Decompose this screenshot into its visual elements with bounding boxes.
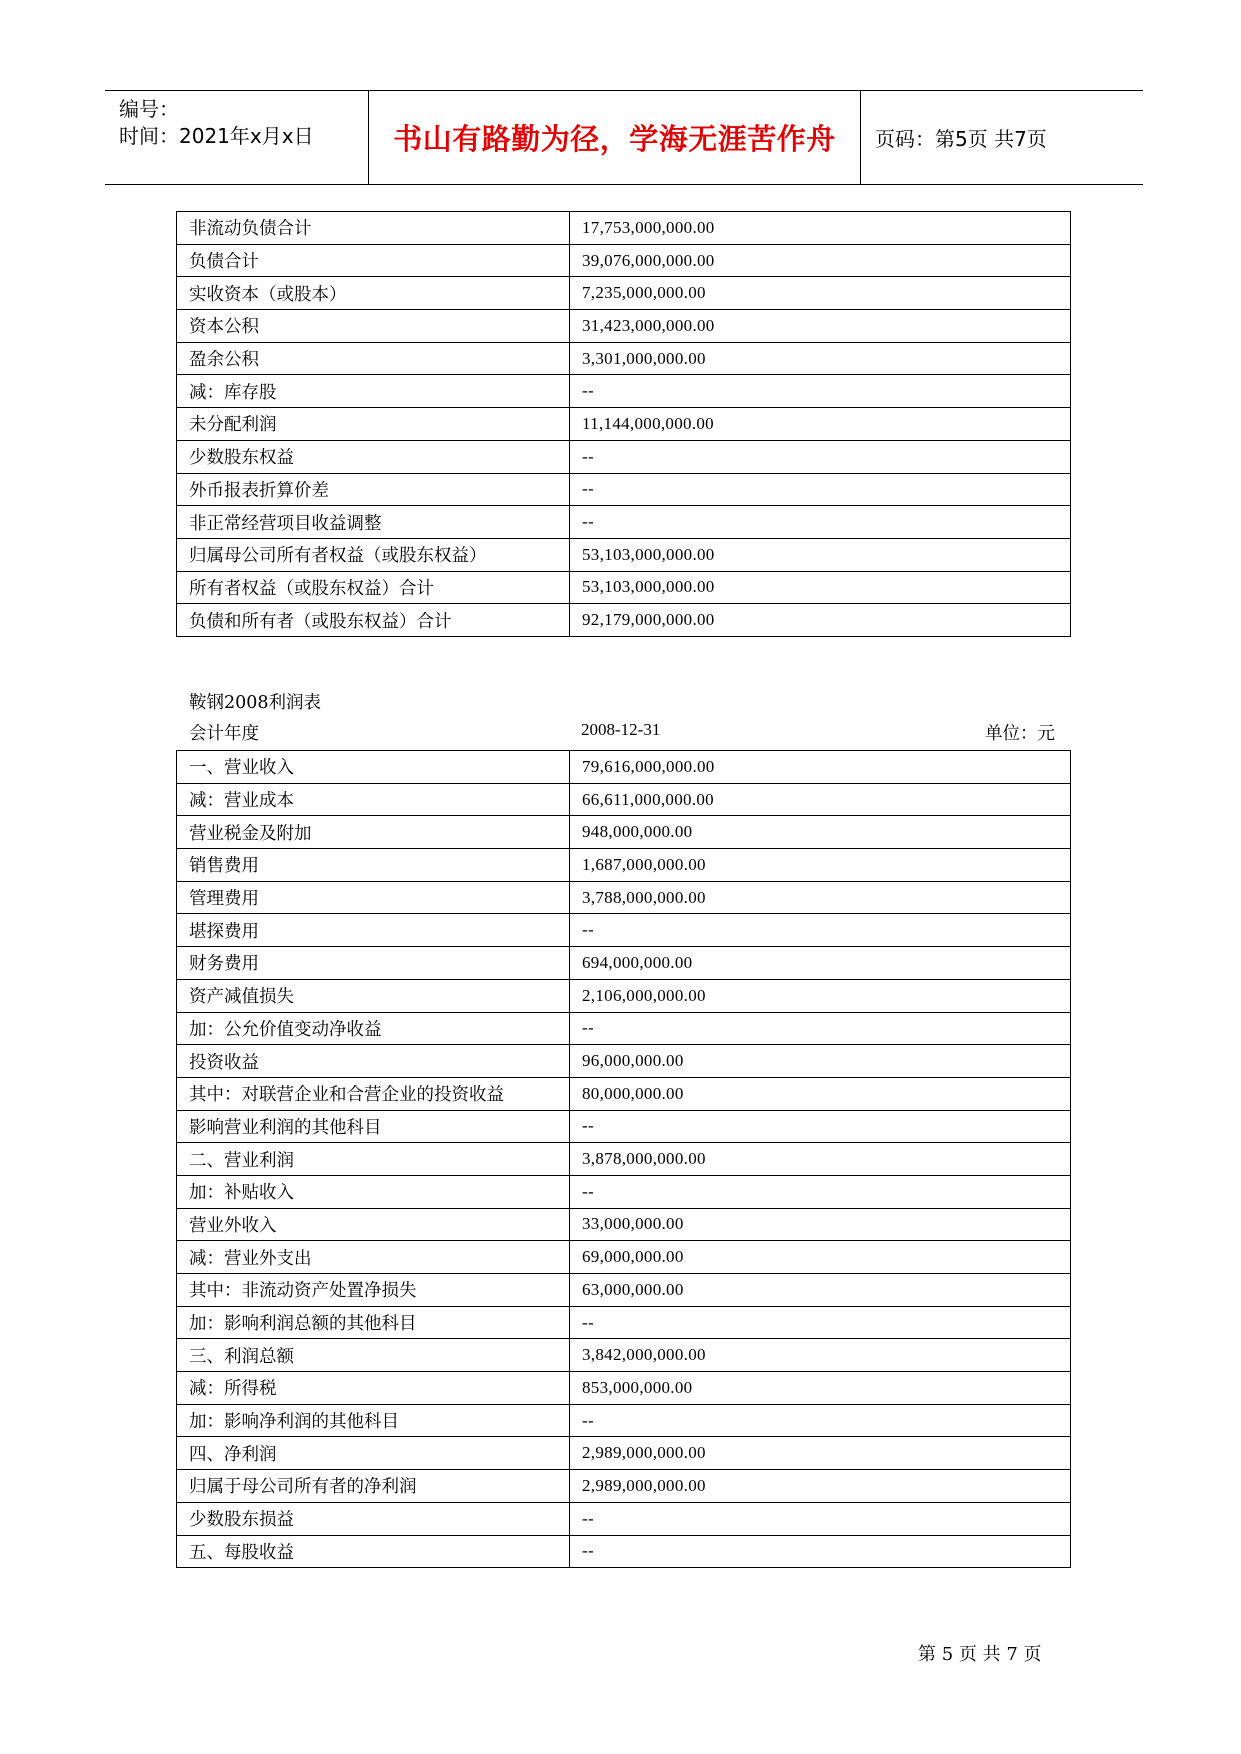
header-page-cell <box>861 91 1143 184</box>
unit-label: 单位：元 <box>985 724 1055 744</box>
table-row <box>177 277 1071 310</box>
row-label: 减：营业成本 <box>177 783 570 816</box>
table-row <box>177 571 1071 604</box>
row-value: -- <box>570 1502 1071 1535</box>
row-label: 其中：非流动资产处置净损失 <box>177 1274 570 1307</box>
row-value: -- <box>570 375 1071 408</box>
row-label: 二、营业利润 <box>177 1143 570 1176</box>
row-label: 减：库存股 <box>177 375 570 408</box>
table-row <box>177 914 1071 947</box>
row-value: -- <box>570 1535 1071 1568</box>
document-header <box>105 90 1143 185</box>
row-value: 7,235,000,000.00 <box>570 277 1071 310</box>
table-row <box>177 1143 1071 1176</box>
fiscal-year-label: 会计年度 <box>189 724 259 744</box>
row-value: 2,106,000,000.00 <box>570 979 1071 1012</box>
table-row <box>177 604 1071 637</box>
row-label: 归属母公司所有者权益（或股东权益） <box>177 538 570 571</box>
table-row <box>177 1470 1071 1503</box>
row-label: 未分配利润 <box>177 408 570 441</box>
table-row <box>177 1274 1071 1307</box>
row-label: 资本公积 <box>177 310 570 343</box>
table-row <box>177 1404 1071 1437</box>
table-row <box>177 244 1071 277</box>
page-code: 页码：第5页 共7页 <box>875 127 1047 151</box>
row-label: 财务费用 <box>177 947 570 980</box>
table-row <box>177 751 1071 784</box>
row-label: 加：公允价值变动净收益 <box>177 1012 570 1045</box>
table-row <box>177 1077 1071 1110</box>
table-row <box>177 783 1071 816</box>
row-label: 营业外收入 <box>177 1208 570 1241</box>
table-row <box>177 375 1071 408</box>
row-label: 归属于母公司所有者的净利润 <box>177 1470 570 1503</box>
row-label: 销售费用 <box>177 849 570 882</box>
table-row <box>177 1437 1071 1470</box>
row-value: 3,878,000,000.00 <box>570 1143 1071 1176</box>
table-row <box>177 1372 1071 1405</box>
row-label: 一、营业收入 <box>177 751 570 784</box>
row-value: 1,687,000,000.00 <box>570 849 1071 882</box>
income-statement-body <box>177 751 1071 1568</box>
table-row <box>177 440 1071 473</box>
row-value: -- <box>570 1306 1071 1339</box>
row-value: 853,000,000.00 <box>570 1372 1071 1405</box>
table-row <box>177 947 1071 980</box>
row-value: 948,000,000.00 <box>570 816 1071 849</box>
row-label: 投资收益 <box>177 1045 570 1078</box>
row-value: -- <box>570 506 1071 539</box>
row-value: 3,842,000,000.00 <box>570 1339 1071 1372</box>
row-value: 63,000,000.00 <box>570 1274 1071 1307</box>
table-row <box>177 1241 1071 1274</box>
table-row <box>177 473 1071 506</box>
row-value: 17,753,000,000.00 <box>570 212 1071 245</box>
row-label: 三、利润总额 <box>177 1339 570 1372</box>
row-label: 加：补贴收入 <box>177 1175 570 1208</box>
row-value: 3,301,000,000.00 <box>570 342 1071 375</box>
table-row <box>177 1306 1071 1339</box>
table-row <box>177 1502 1071 1535</box>
table-row <box>177 1208 1071 1241</box>
table-row <box>177 979 1071 1012</box>
table-row <box>177 342 1071 375</box>
row-value: -- <box>570 1175 1071 1208</box>
balance-sheet-table <box>176 211 1071 637</box>
row-label: 盈余公积 <box>177 342 570 375</box>
row-label: 管理费用 <box>177 881 570 914</box>
balance-sheet-body <box>177 212 1071 637</box>
table-row <box>177 816 1071 849</box>
table-row <box>177 538 1071 571</box>
table-row <box>177 1175 1071 1208</box>
row-value: 80,000,000.00 <box>570 1077 1071 1110</box>
row-label: 其中：对联营企业和合营企业的投资收益 <box>177 1077 570 1110</box>
row-value: 92,179,000,000.00 <box>570 604 1071 637</box>
row-value: 79,616,000,000.00 <box>570 751 1071 784</box>
motto: 书山有路勤为径，学海无涯苦作舟 <box>393 122 836 156</box>
row-value: 33,000,000.00 <box>570 1208 1071 1241</box>
row-value: -- <box>570 440 1071 473</box>
row-value: 3,788,000,000.00 <box>570 881 1071 914</box>
row-label: 减：营业外支出 <box>177 1241 570 1274</box>
row-label: 加：影响净利润的其他科目 <box>177 1404 570 1437</box>
row-value: -- <box>570 914 1071 947</box>
row-value: 31,423,000,000.00 <box>570 310 1071 343</box>
row-label: 四、净利润 <box>177 1437 570 1470</box>
row-value: 694,000,000.00 <box>570 947 1071 980</box>
row-label: 减：所得税 <box>177 1372 570 1405</box>
row-label: 负债合计 <box>177 244 570 277</box>
number-label: 编号： <box>119 97 179 121</box>
row-value: -- <box>570 473 1071 506</box>
row-label: 实收资本（或股本） <box>177 277 570 310</box>
row-label: 所有者权益（或股东权益）合计 <box>177 571 570 604</box>
row-label: 影响营业利润的其他科目 <box>177 1110 570 1143</box>
page-footer: 第 5 页 共 7 页 <box>918 1644 1042 1665</box>
income-statement-title: 鞍钢2008利润表 <box>189 693 322 713</box>
row-label: 非正常经营项目收益调整 <box>177 506 570 539</box>
row-value: 11,144,000,000.00 <box>570 408 1071 441</box>
row-value: 39,076,000,000.00 <box>570 244 1071 277</box>
table-row <box>177 849 1071 882</box>
row-label: 加：影响利润总额的其他科目 <box>177 1306 570 1339</box>
time-label: 时间：2021年x月x日 <box>119 124 314 148</box>
row-value: 2,989,000,000.00 <box>570 1437 1071 1470</box>
row-label: 资产减值损失 <box>177 979 570 1012</box>
row-label: 非流动负债合计 <box>177 212 570 245</box>
row-value: 69,000,000.00 <box>570 1241 1071 1274</box>
table-row <box>177 1535 1071 1568</box>
row-value: 53,103,000,000.00 <box>570 538 1071 571</box>
header-motto-cell <box>369 91 861 184</box>
row-label: 少数股东损益 <box>177 1502 570 1535</box>
table-row <box>177 1339 1071 1372</box>
table-row <box>177 506 1071 539</box>
income-statement-table <box>176 750 1071 1568</box>
row-label: 少数股东权益 <box>177 440 570 473</box>
table-row <box>177 1012 1071 1045</box>
row-label: 负债和所有者（或股东权益）合计 <box>177 604 570 637</box>
row-value: 53,103,000,000.00 <box>570 571 1071 604</box>
row-label: 五、每股收益 <box>177 1535 570 1568</box>
row-value: -- <box>570 1110 1071 1143</box>
row-value: 2,989,000,000.00 <box>570 1470 1071 1503</box>
table-row <box>177 408 1071 441</box>
row-value: -- <box>570 1012 1071 1045</box>
row-label: 营业税金及附加 <box>177 816 570 849</box>
table-row <box>177 1110 1071 1143</box>
table-row <box>177 310 1071 343</box>
row-label: 堪探费用 <box>177 914 570 947</box>
row-value: 66,611,000,000.00 <box>570 783 1071 816</box>
row-value: 96,000,000.00 <box>570 1045 1071 1078</box>
row-value: -- <box>570 1404 1071 1437</box>
row-label: 外币报表折算价差 <box>177 473 570 506</box>
table-row <box>177 881 1071 914</box>
table-row <box>177 1045 1071 1078</box>
table-row <box>177 212 1071 245</box>
fiscal-date: 2008-12-31 <box>581 720 661 739</box>
header-meta <box>105 91 369 184</box>
